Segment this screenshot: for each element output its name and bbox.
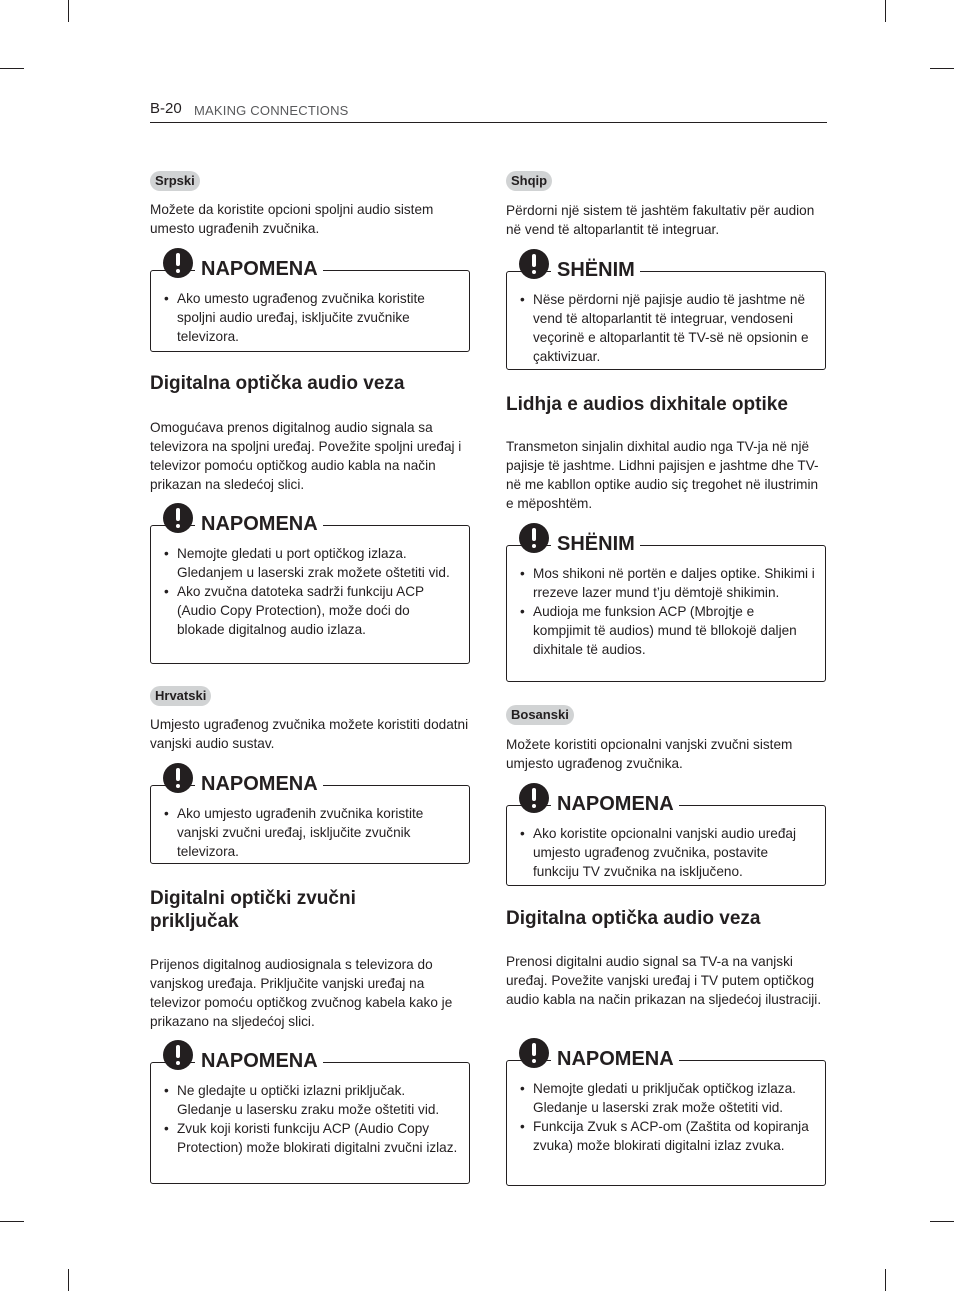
crop-mark: [930, 1221, 954, 1222]
note-box: [506, 533, 826, 682]
note-item: • Ne gledajte u optički izlazni priključak. Gledanje u lasersku zraku može oštetiti vid.: [164, 1081, 459, 1119]
note-item: • Nemojte gledati u priključak optičkog izlaza. Gledanje u laserski zrak može oštetiti vid.: [520, 1079, 815, 1117]
warning-icon: [519, 1038, 549, 1068]
language-badge-hrvatski: Hrvatski: [150, 686, 211, 706]
note-box: [506, 1048, 826, 1186]
note-title: NAPOMENA: [195, 1049, 323, 1073]
intro-text: Možete da koristite opcioni spoljni audio sistem umesto ugrađenih zvučnika.: [150, 202, 434, 236]
note-list: [520, 1079, 815, 1155]
left-column: [150, 0, 470, 1291]
note-title: SHËNIM: [551, 532, 640, 556]
note-list: [164, 804, 459, 861]
note-item: • Nemojte gledati u port optičkog izlaza. Gledanjem u laserski zrak možete oštetiti vid.: [164, 544, 459, 582]
crop-mark: [930, 68, 954, 69]
note-item: • Funkcija Zvuk s ACP-om (Zaštita od kopiranja zvuka) može blokirati digitalni izlaz zvuka.: [520, 1117, 815, 1155]
language-badge-shqip: Shqip: [506, 171, 552, 191]
warning-icon: [519, 783, 549, 813]
note-box: [506, 259, 826, 370]
warning-icon: [519, 249, 549, 279]
crop-mark: [68, 0, 69, 22]
crop-mark: [0, 68, 24, 69]
crop-mark: [68, 1269, 69, 1291]
warning-icon: [163, 248, 193, 278]
note-item: • Nëse përdorni një pajisje audio të jashtme në vend të altoparlantit të integruar, vendoseni veçorinë e altoparlantit të TV-së në opsionin e çaktivizuar.: [520, 290, 815, 366]
intro-text: Umjesto ugrađenog zvučnika možete koristiti dodatni vanjski audio sustav.: [150, 717, 469, 751]
section-heading: Digitalni optički zvučni priključak: [150, 888, 356, 932]
body-text: Prijenos digitalnog audiosignala s televizora do vanjskog uređaja. Priključite vanjski uređaj na televizor pomoću optičkog zvučnog kabela kako je prikazano na sljedećoj slici.: [150, 957, 453, 1029]
section-heading: Lidhja e audios dixhitale optike: [506, 394, 788, 415]
warning-icon: [163, 503, 193, 533]
note-title: NAPOMENA: [195, 512, 323, 536]
warning-icon: [163, 763, 193, 793]
intro-text: Možete koristiti opcionalni vanjski zvučni sistem umjesto ugrađenog zvučnika.: [506, 737, 793, 771]
note-item: • Mos shikoni në portën e daljes optike. Shikimi i rrezeve lazer mund t’ju dëmtojë shikimin.: [520, 564, 815, 602]
note-title: SHËNIM: [551, 258, 640, 282]
note-item: • Ako umjesto ugrađenih zvučnika koristite vanjski zvučni uređaj, isključite zvučnik televizora.: [164, 804, 459, 861]
section-title: MAKING CONNECTIONS: [194, 103, 349, 118]
right-column: [506, 0, 826, 1291]
body-text: Omogućava prenos digitalnog audio signala sa televizora na spoljni uređaj. Povežite spoljni uređaj i televizor pomoću optičkog audio kabla na način prikazan na sledećoj slici.: [150, 420, 462, 492]
language-badge-bosanski: Bosanski: [506, 705, 574, 725]
language-badge-srpski: Srpski: [150, 171, 200, 191]
note-item: • Audioja me funksion ACP (Mbrojtje e kompjimit të audios) mund të bllokojë daljen dixhitale të audios.: [520, 602, 815, 659]
note-title: NAPOMENA: [195, 772, 323, 796]
body-text: Transmeton sinjalin dixhital audio nga TV-ja në një pajisje të jashtme. Lidhni pajisjen e jashtme dhe TV-në me kabllon optike audio siç tregohet në ilustrimin e mëposhtëm.: [506, 439, 819, 511]
crop-mark: [0, 1221, 24, 1222]
note-item: • Ako zvučna datoteka sadrži funkciju ACP (Audio Copy Protection), može doći do blokade digitalnog audio izlaza.: [164, 582, 459, 639]
crop-mark: [885, 0, 886, 22]
note-list: [520, 564, 815, 659]
warning-icon: [519, 523, 549, 553]
note-box: [506, 793, 826, 886]
note-list: [164, 1081, 459, 1157]
note-box: [150, 773, 470, 864]
page-number: B-20: [150, 100, 182, 117]
note-item: • Zvuk koji koristi funkciju ACP (Audio Copy Protection) može blokirati digitalni zvučni izlaz.: [164, 1119, 459, 1157]
note-item: • Ako umesto ugrađenog zvučnika koristite spoljni audio uređaj, isključite zvučnike televizora.: [164, 289, 459, 346]
note-title: NAPOMENA: [551, 1047, 679, 1071]
note-box: [150, 258, 470, 352]
note-box: [150, 513, 470, 664]
crop-mark: [885, 1269, 886, 1291]
section-heading: Digitalna optička audio veza: [150, 373, 405, 394]
note-item: • Ako koristite opcionalni vanjski audio uređaj umjesto ugrađenog zvučnika, postavite funkciju TV zvučnika na isključeno.: [520, 824, 815, 881]
note-box: [150, 1050, 470, 1184]
section-heading: Digitalna optička audio veza: [506, 908, 761, 929]
note-list: [520, 290, 815, 366]
warning-icon: [163, 1040, 193, 1070]
note-list: [164, 289, 459, 346]
note-title: NAPOMENA: [551, 792, 679, 816]
body-text: Prenosi digitalni audio signal sa TV-a na vanjski uređaj. Povežite vanjski uređaj i TV putem optičkog audio kabla na način prikazan na sljedećoj ilustraciji.: [506, 954, 822, 1007]
note-title: NAPOMENA: [195, 257, 323, 281]
note-list: [164, 544, 459, 639]
intro-text: Përdorni një sistem të jashtëm fakultativ për audion në vend të altoparlantit të integruar.: [506, 203, 815, 237]
note-list: [520, 824, 815, 881]
